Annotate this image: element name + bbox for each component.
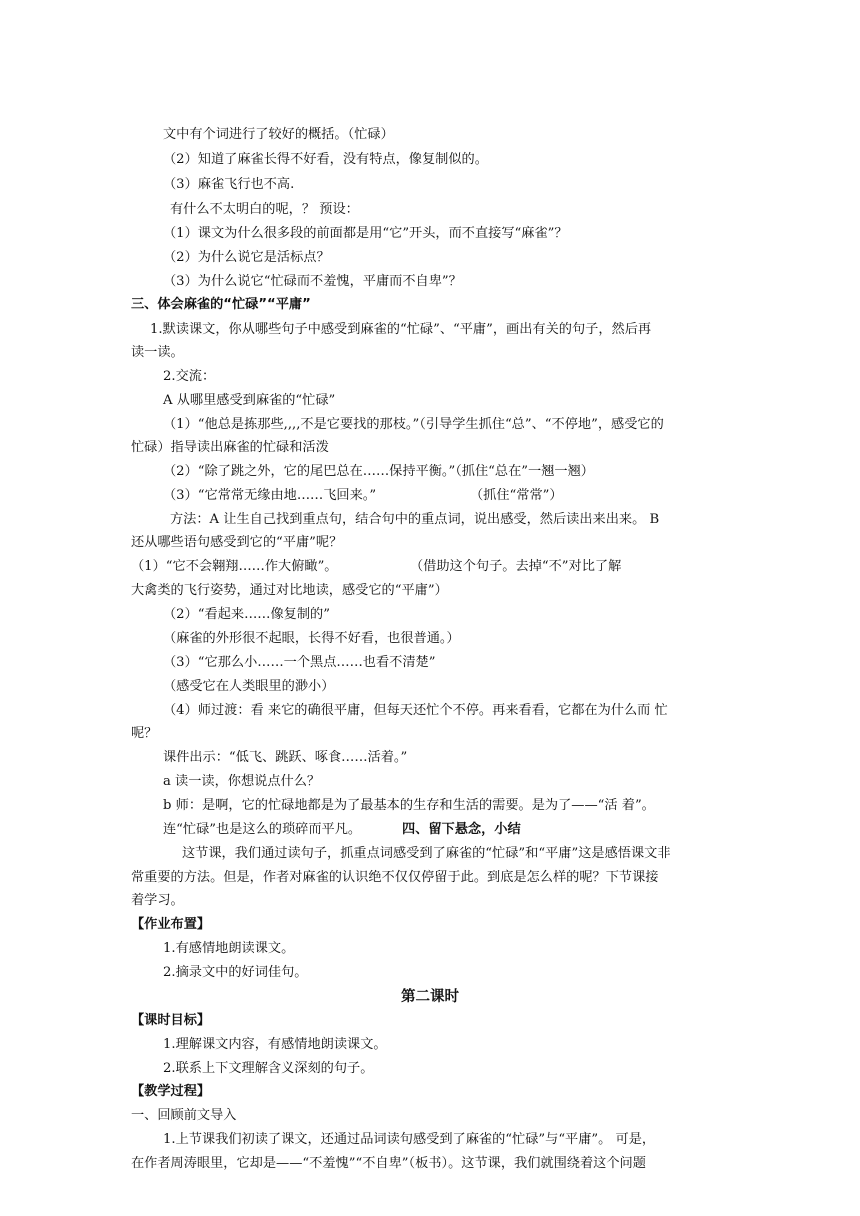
text-line: b 师：是啊，它的忙碌地都是为了最基本的生存和生活的需要。是为了——“活 着”。 <box>163 798 655 813</box>
text-line: （抓住“常常”） <box>470 488 563 503</box>
text-line: 这节课，我们通过读句子，抓重点词感受到了麻雀的“忙碌”和“平庸”这是感悟课文非 <box>182 846 671 861</box>
text-line: 大禽类的飞行姿势，通过对比地读，感受它的“平庸”） <box>131 583 448 598</box>
text-line: 读一读。 <box>131 345 184 360</box>
text-line: （借助这个句子。去掉“不”对比了解 <box>410 559 622 574</box>
text-line: 一、回顾前文导入 <box>131 1108 237 1123</box>
text-line: （1）“他总是拣那些,,,,不是它要找的那枝。”（引导学生抓住“总”、“不停地”，感受它的 <box>163 417 664 432</box>
section-heading: 四、留下悬念，小结 <box>402 822 521 837</box>
text-line: 课件出示：“低飞、跳跃、啄食……活着。” <box>163 750 408 765</box>
text-line: 2.交流： <box>163 369 216 384</box>
text-line: 1.有感情地朗读课文。 <box>163 941 295 956</box>
text-line: （1）课文为什么很多段的前面都是用“它”开头，而不直接写“麻雀”？ <box>163 226 568 241</box>
text-line: （4）师过渡：看 来它的确很平庸，但每天还忙个不停。再来看看，它都在为什么而 忙 <box>163 703 668 718</box>
text-line: 方法：A 让生自己找到重点句，结合句中的重点词，说出感受，然后读出来出来。 B <box>170 512 660 527</box>
text-line: a 读一读，你想说点什么？ <box>163 774 321 789</box>
section-heading: 【课时目标】 <box>131 1013 211 1028</box>
section-heading: 【教学过程】 <box>131 1084 211 1099</box>
text-line: 1.上节课我们初读了课文，还通过品词读句感受到了麻雀的“忙碌”与“平庸”。 可是， <box>163 1132 656 1147</box>
text-line: 2.摘录文中的好词佳句。 <box>163 965 308 980</box>
text-line: 着学习。 <box>131 893 184 908</box>
text-line: （麻雀的外形很不起眼，长得不好看，也很普通。） <box>163 631 460 646</box>
text-line: （2）“看起来……像复制的” <box>163 607 330 622</box>
text-line: （3）麻雀飞行也不高. <box>163 177 295 192</box>
text-line: 文中有个词进行了较好的概括。（忙碌） <box>163 127 394 142</box>
text-line: 呢？ <box>131 726 158 741</box>
text-line: （2）“除了跳之外，它的尾巴总在……保持平衡。”（抓住“总在”一翘一翘） <box>163 464 594 479</box>
lesson-title: 第二课时 <box>401 989 459 1005</box>
text-line: 1.默读课文，你从哪些句子中感受到麻雀的“忙碌”、“平庸”，画出有关的句子，然后再 <box>150 322 652 337</box>
text-line: 1.理解课文内容，有感情地朗读课文。 <box>163 1037 387 1052</box>
text-line: A 从哪里感受到麻雀的“忙碌” <box>163 393 336 408</box>
section-heading: 【作业布置】 <box>131 917 211 932</box>
text-line: 有什么不太明白的呢，？ 预设： <box>170 202 359 217</box>
text-line: （3）“它那么小……一个黑点……也看不清楚” <box>163 655 436 670</box>
text-line: （3）“它常常无缘由地……飞回来。” <box>163 488 377 503</box>
text-line: 连“忙碌”也是这么的琐碎而平凡。 <box>163 822 362 837</box>
text-line: 常重要的方法。但是，作者对麻雀的认识绝不仅仅停留于此。到底是怎么样的呢？下节课接 <box>131 870 659 885</box>
text-line: （3）为什么说它“忙碌而不羞愧，平庸而不自卑”？ <box>163 274 462 289</box>
text-line: 还从哪些语句感受到它的“平庸”呢？ <box>131 535 343 550</box>
text-line: （2）为什么说它是活标点？ <box>163 250 330 265</box>
text-line: （1）“它不会翱翔……作大俯瞰”。 <box>131 559 338 574</box>
section-heading: 三、体会麻雀的“忙碌”“平庸” <box>131 297 311 312</box>
text-line: 2.联系上下文理解含义深刻的句子。 <box>163 1061 374 1076</box>
text-line: （2）知道了麻雀长得不好看，没有特点，像复制似的。 <box>163 152 488 167</box>
text-line: 在作者周涛眼里，它却是——“不羞愧”“不自卑”（板书）。这节课，我们就围绕着这个问题 <box>131 1156 646 1171</box>
text-line: （感受它在人类眼里的渺小） <box>163 679 335 694</box>
text-line: 忙碌）指导读出麻雀的忙碌和活泼 <box>131 440 329 455</box>
